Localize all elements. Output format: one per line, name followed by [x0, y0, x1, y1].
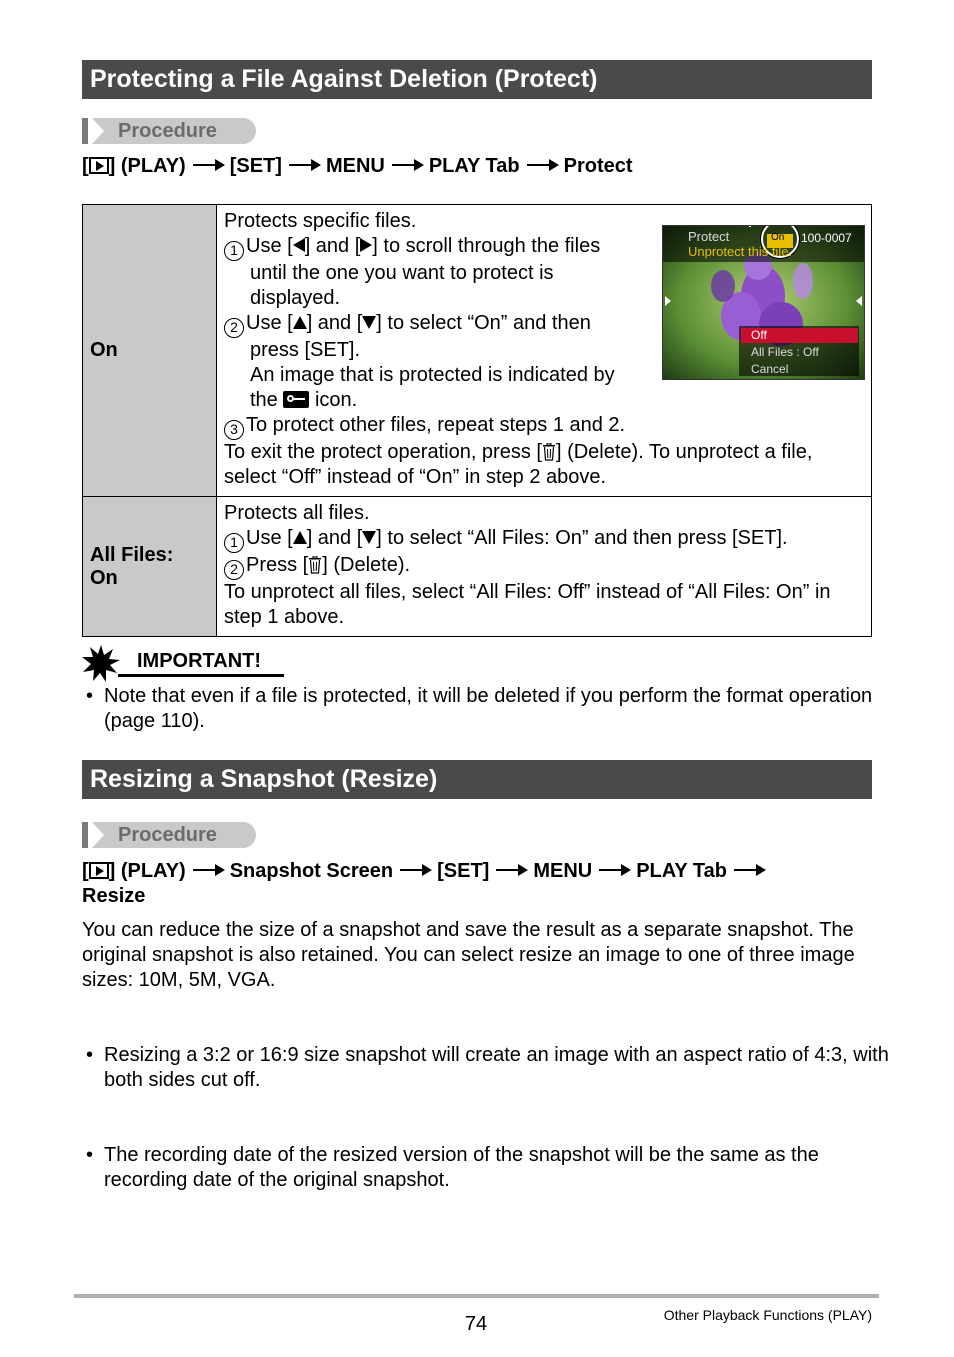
arrow-icon [400, 869, 430, 871]
screenshot-key-label: On [771, 232, 785, 243]
arrow-icon [734, 869, 764, 871]
important-note: • Note that even if a file is protected, it will be deleted if you perform the format operation (page 110). [82, 684, 896, 734]
table-row [83, 497, 872, 637]
option-desc-on: Protects specific files. 1 Use [ ] and [ ] to scroll through the files until the one you want to protect is displayed. 2 Use [ ] and [ ] to select “On” and then press [SET]. An image that is protected is indicated by the icon. 3 To protect other files, repeat steps 1 and 2. To exit the protect operation, press [ ] (Delete). To unprotect a file, select “Off” instead of “On” in step 2 above. [217, 205, 872, 497]
step-number-icon: 2 [224, 560, 244, 580]
resize-body: You can reduce the size of a snapshot and save the result as a separate snapshot. The original snapshot is also retained. You can select resize an image to one of three image sizes: 10M, 5M, VGA. [82, 919, 855, 991]
resize-bullet-2: • The recording date of the resized version of the snapshot will be the same as the recording date of the original snapshot. [82, 1143, 896, 1193]
resize-bullet-1: • Resizing a 3:2 or 16:9 size snapshot will create an image with an aspect ratio of 4:3, with both sides cut off. [82, 1043, 896, 1093]
option-label-on: On [83, 205, 217, 497]
arrow-icon [193, 164, 223, 166]
starburst-icon [82, 645, 120, 683]
procedure-label: Procedure [118, 824, 217, 846]
step-number-icon: 1 [224, 533, 244, 553]
screenshot-option-all-files-off: All Files : Off [751, 345, 819, 359]
up-arrow-icon [293, 316, 307, 329]
footer-chapter: Other Playback Functions (PLAY) [663, 1307, 872, 1323]
play-icon [89, 862, 109, 879]
screenshot-menu-title: Protect [688, 229, 730, 244]
arrow-icon [193, 869, 223, 871]
menu-path-protect: [ ] (PLAY) [SET] MENU PLAY Tab Protect [82, 155, 633, 177]
option-label-all-files-on: All Files: On [83, 497, 217, 637]
section-title-resize: Resizing a Snapshot (Resize) [82, 760, 872, 799]
up-arrow-icon [293, 531, 307, 544]
arrow-icon [289, 164, 319, 166]
left-arrow-icon [293, 238, 305, 252]
screenshot-menu-subtitle: Unprotect this file. [688, 244, 793, 259]
menu-path-resize: [ ] (PLAY) Snapshot Screen [SET] MENU PLAY Tab Resize [82, 859, 872, 909]
important-label: IMPORTANT! [137, 650, 262, 672]
play-icon [89, 157, 109, 174]
step-number-icon: 1 [224, 241, 244, 261]
camera-screen-screenshot [662, 225, 865, 380]
trash-icon [542, 443, 556, 461]
arrow-icon [527, 164, 557, 166]
option-desc-all-files-on: Protects all files. 1 Use [ ] and [ ] to select “All Files: On” and then press [SET]. 2 Press [ ] (Delete). To unprotect all files, select “All Files: Off” instead of “All Files: On” in step 1 above. [217, 497, 872, 637]
section-title-protect: Protecting a File Against Deletion (Protect) [82, 60, 872, 99]
screenshot-option-cancel: Cancel [751, 362, 789, 376]
right-arrow-icon [360, 238, 372, 252]
important-underline [118, 674, 284, 677]
arrow-icon [599, 869, 629, 871]
arrow-icon [392, 164, 422, 166]
step-number-icon: 3 [224, 420, 244, 440]
procedure-label: Procedure [118, 120, 217, 142]
screenshot-option-off: Off [751, 328, 767, 342]
procedure-tag [82, 822, 256, 848]
arrow-icon [496, 869, 526, 871]
down-arrow-icon [362, 316, 376, 329]
step-number-icon: 2 [224, 318, 244, 338]
down-arrow-icon [362, 531, 376, 544]
procedure-tag [82, 118, 256, 144]
page-number: 74 [464, 1313, 488, 1335]
footer-rule [74, 1294, 879, 1298]
trash-icon [308, 556, 322, 574]
protect-key-icon [283, 391, 309, 408]
screenshot-file-number: 100-0007 [801, 231, 852, 245]
